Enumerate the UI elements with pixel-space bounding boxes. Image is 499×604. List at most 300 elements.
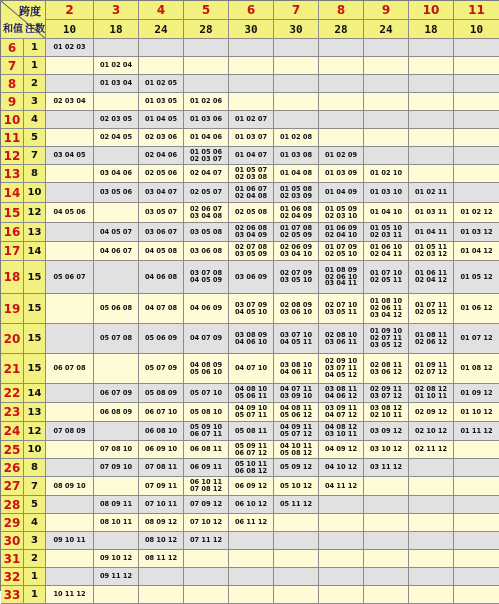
combination: 06 08 12	[234, 466, 268, 475]
row-sum: 22	[1, 384, 24, 403]
combination-cell	[94, 532, 139, 550]
combination-cell	[46, 586, 94, 604]
combination-cell	[139, 514, 184, 532]
combination: 01 09 11	[414, 360, 448, 369]
combination: 03 07 09	[234, 300, 268, 309]
combination-cell	[274, 93, 319, 111]
combination-cell	[229, 550, 274, 568]
combination: 05 06 09	[144, 334, 178, 343]
combination: 04 09 11	[279, 423, 313, 432]
combination-cell	[94, 93, 139, 111]
combination: 03 06 09	[234, 272, 268, 281]
combination-cell	[184, 111, 229, 129]
combination: 05 06 12	[279, 411, 313, 419]
combination: 01 05 09	[324, 204, 358, 213]
combination: 01 02 06	[189, 97, 223, 106]
combination-cell	[364, 532, 409, 550]
combination: 03 07 11	[324, 364, 358, 373]
combination-cell	[409, 129, 454, 147]
combination: 01 04 08	[279, 169, 313, 178]
combination: 02 09 11	[369, 385, 403, 394]
span-count-header: 24	[139, 20, 184, 39]
combination: 06 10 12	[234, 500, 268, 509]
combination: 05 09 10	[189, 423, 223, 432]
combination-cell	[184, 550, 229, 568]
combination: 04 06 07	[99, 246, 133, 255]
combination-cell	[46, 514, 94, 532]
combination: 01 04 06	[189, 133, 223, 142]
combination: 03 07 12	[369, 392, 403, 400]
combination-cell	[364, 147, 409, 165]
combination-cell	[364, 183, 409, 203]
combination: 03 04 06	[99, 169, 133, 178]
combination-cell	[454, 165, 499, 183]
combination-cell	[229, 93, 274, 111]
combination: 02 03 06	[144, 133, 178, 142]
row-count: 14	[24, 384, 46, 403]
combination: 01 05 11	[414, 243, 448, 252]
combination-cell	[46, 242, 94, 261]
combination-cell	[319, 477, 364, 496]
combination: 08 10 11	[99, 518, 133, 527]
combination: 07 08 11	[144, 463, 178, 472]
combination-cell	[184, 129, 229, 147]
combination-cell	[274, 496, 319, 514]
row-sum: 27	[1, 477, 24, 496]
combination-cell	[139, 183, 184, 203]
combination-cell	[319, 129, 364, 147]
combination: 02 05 06	[144, 169, 178, 178]
combination: 05 09 11	[234, 441, 268, 450]
combination-cell	[409, 586, 454, 604]
combination: 04 07 08	[144, 304, 178, 313]
combination-cell	[139, 441, 184, 459]
combination-cell	[274, 441, 319, 459]
combination-cell	[229, 294, 274, 324]
row-count: 5	[24, 129, 46, 147]
combination-cell	[454, 147, 499, 165]
combination-cell	[139, 129, 184, 147]
span-header-9: 9	[364, 1, 409, 20]
row-sum: 12	[1, 147, 24, 165]
combination: 03 04 05	[53, 151, 86, 160]
combination-cell	[409, 403, 454, 422]
row-sum: 10	[1, 111, 24, 129]
combination-cell	[409, 242, 454, 261]
combination: 03 05 11	[324, 307, 358, 316]
combination: 03 04 08	[189, 211, 223, 220]
combination-cell	[364, 223, 409, 242]
combination: 06 08 10	[144, 426, 178, 435]
combination-cell	[319, 586, 364, 604]
combination-cell	[274, 403, 319, 422]
combination: 03 08 10	[279, 360, 313, 369]
row-sum: 32	[1, 568, 24, 586]
combination: 01 04 07	[234, 151, 268, 160]
combination-cell	[454, 324, 499, 354]
combination: 02 03 12	[414, 250, 448, 258]
combination: 01 08 11	[414, 330, 448, 339]
combination: 07 08 10	[99, 445, 133, 454]
combination: 07 09 10	[99, 463, 133, 472]
combination-cell	[364, 242, 409, 261]
combination-cell	[319, 203, 364, 223]
combination: 03 04 12	[369, 310, 403, 319]
combination-cell	[319, 57, 364, 75]
combination: 07 11 12	[189, 536, 223, 545]
combination: 04 08 12	[324, 423, 358, 432]
combination: 02 03 07	[189, 154, 223, 163]
combination-cell	[274, 203, 319, 223]
combination-cell	[184, 39, 229, 57]
span-header-label: 跨度	[19, 5, 41, 18]
combination: 01 05 10	[369, 224, 403, 233]
combination-cell	[409, 532, 454, 550]
combination-cell	[229, 129, 274, 147]
combination-cell	[46, 223, 94, 242]
combination: 04 09 12	[324, 445, 358, 454]
combination: 01 03 12	[460, 227, 493, 236]
combination-cell	[409, 384, 454, 403]
combination: 04 05 09	[189, 276, 223, 284]
combination-cell	[184, 294, 229, 324]
combination-cell	[229, 459, 274, 477]
combination-cell	[409, 514, 454, 532]
combination-cell	[454, 223, 499, 242]
combination-cell	[409, 261, 454, 294]
combination: 03 04 07	[144, 188, 178, 197]
combination-cell	[139, 496, 184, 514]
row-sum: 14	[1, 183, 24, 203]
combination-cell	[184, 403, 229, 422]
combination-cell	[139, 532, 184, 550]
combination: 01 11 12	[460, 426, 493, 435]
combination: 06 07 08	[53, 364, 86, 373]
combination: 08 11 12	[144, 554, 178, 563]
combination: 05 08 10	[189, 407, 223, 416]
combination-cell	[454, 294, 499, 324]
combination: 04 10 11	[279, 441, 313, 450]
combination-cell	[184, 496, 229, 514]
combination-cell	[364, 477, 409, 496]
combination-cell	[319, 514, 364, 532]
combination-cell	[274, 550, 319, 568]
combination-cell	[94, 203, 139, 223]
combination-cell	[94, 459, 139, 477]
combination: 05 06 10	[189, 367, 223, 376]
combination: 03 08 12	[369, 404, 403, 413]
combination-cell	[319, 354, 364, 384]
combination-cell	[454, 403, 499, 422]
combination-cell	[229, 57, 274, 75]
combination-cell	[454, 550, 499, 568]
combination-cell	[139, 586, 184, 604]
combination-cell	[229, 477, 274, 496]
combination: 01 07 12	[460, 334, 493, 343]
combination-cell	[454, 93, 499, 111]
combination: 02 04 09	[279, 211, 313, 220]
combination-cell	[409, 183, 454, 203]
combination-cell	[229, 496, 274, 514]
combination-cell	[319, 93, 364, 111]
sum-header-label: 和值	[3, 24, 23, 35]
combination-cell	[184, 354, 229, 384]
combination-cell	[184, 147, 229, 165]
combination-cell	[364, 57, 409, 75]
row-sum: 24	[1, 422, 24, 441]
combination-cell	[274, 165, 319, 183]
combination-cell	[46, 568, 94, 586]
combination-cell	[139, 459, 184, 477]
combination: 07 08 09	[53, 426, 86, 435]
combination: 09 11 12	[99, 572, 133, 581]
combination-cell	[94, 129, 139, 147]
combination: 03 06 12	[369, 367, 403, 376]
combination-cell	[274, 242, 319, 261]
combination: 09 10 11	[53, 536, 86, 545]
combination: 02 05 11	[369, 276, 403, 284]
row-sum: 17	[1, 242, 24, 261]
combination-cell	[274, 75, 319, 93]
combination: 02 08 12	[414, 385, 448, 394]
combination-cell	[454, 422, 499, 441]
combination: 04 05 08	[144, 246, 178, 255]
row-count: 1	[24, 568, 46, 586]
combination-cell	[454, 75, 499, 93]
row-count: 12	[24, 422, 46, 441]
combination-cell	[364, 568, 409, 586]
combination-cell	[319, 165, 364, 183]
combination: 03 04 10	[279, 250, 313, 258]
combination-cell	[46, 183, 94, 203]
combination-cell	[94, 165, 139, 183]
combination-cell	[139, 324, 184, 354]
combination: 03 07 08	[189, 269, 223, 278]
combination-cell	[364, 586, 409, 604]
combination-cell	[229, 242, 274, 261]
row-count: 15	[24, 324, 46, 354]
span-count-header: 18	[409, 20, 454, 39]
combination: 01 06 08	[279, 204, 313, 213]
combination-cell	[274, 586, 319, 604]
combination-cell	[184, 203, 229, 223]
combination: 02 07 08	[234, 243, 268, 252]
combination: 02 10 11	[369, 411, 403, 419]
combination-cell	[454, 39, 499, 57]
table-corner-header	[1, 1, 46, 39]
combination: 01 08 10	[369, 297, 403, 306]
combination-cell	[454, 261, 499, 294]
combination: 03 06 08	[189, 246, 223, 255]
combination-cell	[46, 422, 94, 441]
combination: 02 06 07	[189, 204, 223, 213]
combination-cell	[274, 39, 319, 57]
combination-cell	[229, 354, 274, 384]
combination-cell	[139, 165, 184, 183]
combination-cell	[139, 93, 184, 111]
combination-cell	[364, 384, 409, 403]
combination-cell	[184, 93, 229, 111]
combination-cell	[319, 261, 364, 294]
combination-cell	[184, 422, 229, 441]
combination-cell	[94, 183, 139, 203]
combination-cell	[184, 324, 229, 354]
combination-cell	[319, 496, 364, 514]
combination: 01 06 12	[460, 304, 493, 313]
combination-cell	[409, 93, 454, 111]
combination: 05 10 11	[234, 459, 268, 468]
combination-cell	[46, 294, 94, 324]
row-count: 8	[24, 459, 46, 477]
combination: 03 05 12	[369, 340, 403, 349]
combination-cell	[274, 532, 319, 550]
combination-cell	[319, 294, 364, 324]
combination-cell	[319, 183, 364, 203]
combination-cell	[139, 223, 184, 242]
row-count: 1	[24, 57, 46, 75]
combination-cell	[94, 403, 139, 422]
combination: 01 05 07	[234, 165, 268, 174]
span-header-8: 8	[319, 1, 364, 20]
combination-cell	[229, 403, 274, 422]
combination-cell	[409, 57, 454, 75]
combination: 08 09 10	[53, 481, 86, 490]
combination-cell	[184, 75, 229, 93]
row-count: 10	[24, 183, 46, 203]
combination-cell	[409, 75, 454, 93]
combination-cell	[274, 111, 319, 129]
combination-cell	[94, 586, 139, 604]
combination-cell	[454, 183, 499, 203]
combination-cell	[184, 183, 229, 203]
combination: 01 04 12	[460, 246, 493, 255]
combination: 07 10 11	[144, 500, 178, 509]
combination-cell	[139, 477, 184, 496]
combination: 06 09 11	[189, 463, 223, 472]
combination: 06 09 12	[234, 481, 268, 490]
combination-cell	[139, 384, 184, 403]
combination: 01 10 12	[460, 407, 493, 416]
combination-cell	[319, 39, 364, 57]
span-count-header: 28	[319, 20, 364, 39]
row-count: 15	[24, 354, 46, 384]
combination: 05 07 12	[279, 430, 313, 438]
row-sum: 9	[1, 93, 24, 111]
combination: 02 06 11	[369, 304, 403, 313]
combination: 01 08 12	[460, 364, 493, 373]
row-sum: 26	[1, 459, 24, 477]
combination-cell	[139, 39, 184, 57]
combination-cell	[364, 496, 409, 514]
combination: 04 06 09	[189, 304, 223, 313]
combination: 02 08 11	[369, 360, 403, 369]
combination: 01 04 11	[414, 227, 448, 236]
combination-cell	[364, 354, 409, 384]
combination: 03 06 11	[324, 337, 358, 346]
span-header-4: 4	[139, 1, 184, 20]
row-sum: 13	[1, 165, 24, 183]
combination-cell	[184, 568, 229, 586]
combination-cell	[94, 242, 139, 261]
combination: 05 07 09	[144, 364, 178, 373]
combination-cell	[364, 403, 409, 422]
combination-cell	[454, 477, 499, 496]
combination: 02 06 09	[279, 243, 313, 252]
combination-cell	[274, 477, 319, 496]
combination-cell	[409, 568, 454, 586]
combination-cell	[454, 129, 499, 147]
combination-cell	[184, 459, 229, 477]
combination: 01 05 08	[279, 184, 313, 193]
combination-cell	[319, 403, 364, 422]
combination-cell	[364, 39, 409, 57]
combination-cell	[364, 111, 409, 129]
row-count: 5	[24, 496, 46, 514]
combination: 01 03 04	[99, 79, 133, 88]
combination: 06 09 10	[144, 445, 178, 454]
combination: 01 02 09	[324, 151, 358, 160]
combination-cell	[94, 75, 139, 93]
combination: 06 07 09	[99, 388, 133, 397]
row-count: 2	[24, 75, 46, 93]
combination: 01 03 10	[369, 188, 403, 197]
combination: 02 03 05	[99, 115, 133, 124]
combination-cell	[319, 324, 364, 354]
combination-cell	[274, 354, 319, 384]
combination: 03 06 10	[279, 307, 313, 316]
combination-cell	[274, 129, 319, 147]
combination-cell	[319, 384, 364, 403]
combination-cell	[274, 514, 319, 532]
combination-cell	[409, 550, 454, 568]
combination: 05 10 12	[279, 481, 313, 490]
combination: 02 05 09	[279, 231, 313, 239]
combination: 06 07 10	[144, 407, 178, 416]
combination-cell	[46, 93, 94, 111]
row-count: 3	[24, 93, 46, 111]
combination: 06 11 12	[234, 518, 268, 527]
combination-cell	[319, 422, 364, 441]
combination: 01 05 12	[460, 272, 493, 281]
combination: 02 05 07	[189, 188, 223, 197]
combination: 01 04 09	[324, 188, 358, 197]
span-count-header: 10	[454, 20, 499, 39]
combination: 06 08 09	[99, 407, 133, 416]
combination: 05 08 12	[279, 448, 313, 457]
combination: 02 05 10	[324, 250, 358, 258]
combination-cell	[46, 354, 94, 384]
row-count: 1	[24, 39, 46, 57]
span-header-11: 11	[454, 1, 499, 20]
combination: 02 04 05	[99, 133, 133, 142]
combination: 01 03 09	[324, 169, 358, 178]
combination: 01 05 06	[189, 147, 223, 156]
row-sum: 18	[1, 261, 24, 294]
combination: 01 09 10	[369, 327, 403, 336]
combination: 03 10 12	[369, 445, 403, 454]
combination: 03 05 08	[189, 227, 223, 236]
combination-cell	[229, 324, 274, 354]
combination-cell	[454, 242, 499, 261]
row-sum: 20	[1, 324, 24, 354]
combination: 10 11 12	[53, 590, 86, 599]
combination-cell	[364, 550, 409, 568]
combination: 04 05 07	[99, 227, 133, 236]
combination: 05 07 08	[99, 334, 133, 343]
combination-cell	[46, 203, 94, 223]
combination: 01 04 05	[144, 115, 178, 124]
combination: 02 08 10	[324, 330, 358, 339]
